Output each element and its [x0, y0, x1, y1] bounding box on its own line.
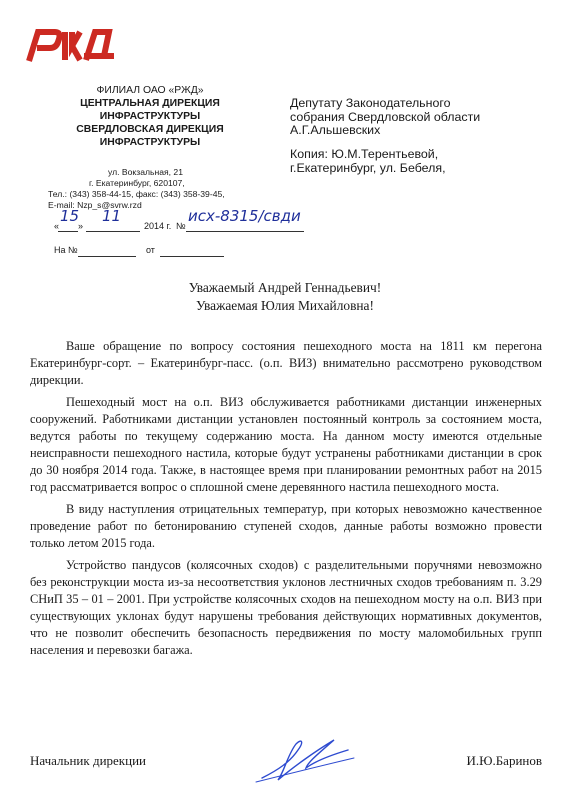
signature-line — [30, 753, 542, 773]
ref-date-underline — [160, 256, 224, 257]
recipient-line: собрания Свердловской области — [290, 109, 481, 124]
body-paragraph: В виду наступления отрицательных температур, при которых невозможно качественное проведение работ по бетонированию ступеней сходов, данные работы возможно провести только летом 2015 года. — [30, 502, 542, 550]
reg-number-label: № — [176, 221, 186, 231]
rzd-logo-icon — [24, 26, 116, 64]
greeting-line: Уважаемая Юлия Михайловна! — [196, 298, 374, 313]
month-underline — [86, 231, 140, 232]
address-line: E-mail: Nzp_s@svrw.rzd — [48, 200, 142, 210]
ref-number-underline — [78, 256, 136, 257]
body-paragraph: Устройство пандусов (колясочных сходов) с разделительными поручнями невозможно без реконструкции моста из-за несоответствия уклонов лестничных сходов требованиям п. 3.29 СНиП 35 – 01 – 2001. При устройстве колясочных сходов на пешеходном мосту на о.п. ВИЗ при существующих уклонах будут нарушены требования действующих нормативных документов, что не позволит обеспечить безопасность передвижения по мосту маломобильных групп населения и перевозки багажа. — [30, 558, 542, 657]
reg-day: 15 — [60, 207, 80, 225]
ref-na-label: На № — [54, 245, 78, 255]
quote-close: » — [78, 221, 84, 231]
body-paragraph: Пешеходный мост на о.п. ВИЗ обслуживается работниками дистанции инженерных сооружений. Работниками дистанции установлен постоянный контроль за состоянием моста, ведутся работы по текущему содержанию моста. На данном мосту имеются отдельные неисправности пешеходного настила, которые будут устранены работниками дистанции в срок до 30 ноября 2014 года. Также, в настоящее время при планировании ремонтных работ на 2015 год рассматривается вопрос о сплошной смене деревянного настила пешеходного моста. — [30, 395, 542, 494]
ref-ot-label: от — [146, 245, 155, 255]
org-line: ФИЛИАЛ ОАО «РЖД» — [96, 85, 204, 96]
org-line: ИНФРАСТРУКТУРЫ — [99, 137, 201, 148]
day-underline — [58, 231, 78, 232]
body-paragraph: Ваше обращение по вопросу состояния пешеходного моста на 1811 км перегона Екатеринбург-сорт. – Екатеринбург-пасс. (о.п. ВИЗ) внимательно рассмотрено руководством дирекции. — [30, 339, 542, 387]
reg-month: 11 — [102, 207, 122, 225]
signer-position: Начальник дирекции — [30, 753, 146, 768]
org-line: СВЕРДЛОВСКАЯ ДИРЕКЦИЯ — [76, 124, 224, 135]
greeting-line: Уважаемый Андрей Геннадьевич! — [188, 280, 382, 295]
address-line: Тел.: (343) 358-44-15, факс: (343) 358-39-45, — [48, 189, 225, 199]
reference-line — [54, 245, 314, 259]
copy-line: Копия: Ю.М.Терентьевой, — [290, 147, 439, 161]
address-line: ул. Вокзальная, 21 — [108, 167, 183, 177]
quote-open: « — [54, 221, 60, 231]
reg-number: исх-8315/свди — [188, 207, 301, 225]
organization-block — [55, 84, 245, 149]
recipient-line: А.Г.Альшевских — [290, 123, 381, 137]
rzd-logo-icon-graphic — [24, 26, 116, 64]
greeting-block — [30, 279, 540, 315]
copy-block — [290, 147, 550, 175]
registration-line — [54, 207, 314, 233]
number-underline — [186, 231, 304, 232]
address-block — [48, 167, 248, 211]
address-line: г. Екатеринбург, 620107, — [89, 178, 185, 188]
letter-body — [30, 338, 542, 664]
reg-year: 2014 г. — [144, 221, 172, 231]
org-line: ИНФРАСТРУКТУРЫ — [99, 111, 201, 122]
copy-line: г.Екатеринбург, ул. Бебеля, — [290, 161, 446, 175]
signer-name: И.Ю.Баринов — [466, 753, 542, 768]
recipient-block — [290, 97, 550, 138]
org-line: ЦЕНТРАЛЬНАЯ ДИРЕКЦИЯ — [80, 98, 220, 109]
recipient-line: Депутату Законодательного — [290, 96, 451, 110]
